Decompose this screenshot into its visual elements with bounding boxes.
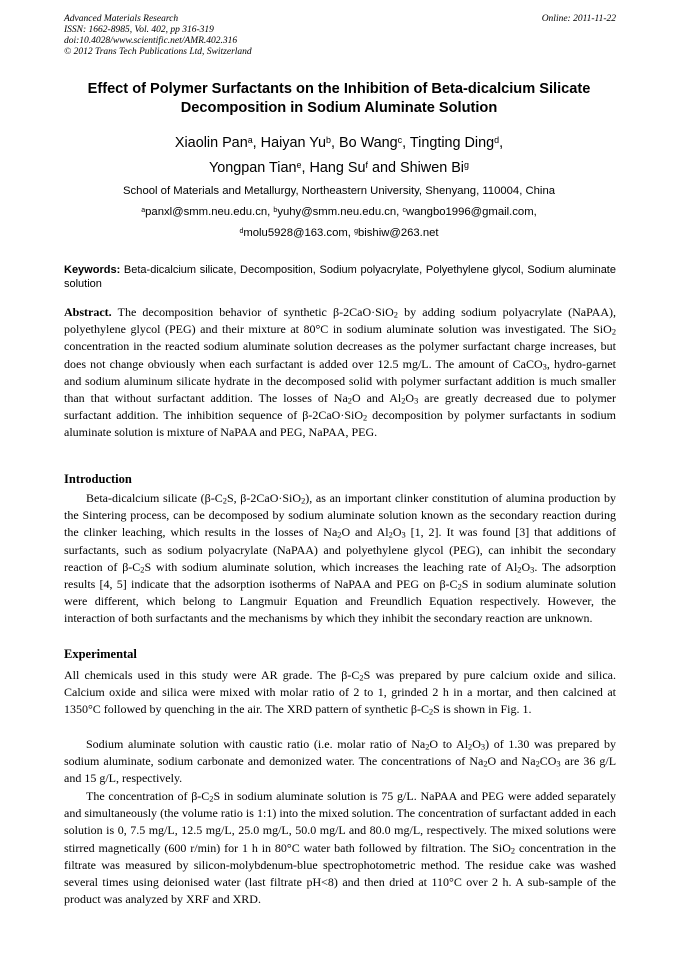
- author-name: Haiyan Yu: [260, 135, 327, 151]
- subscript: 2: [425, 742, 430, 752]
- email-d: molu5928@163.com,: [243, 227, 351, 239]
- subscript: 2: [510, 846, 516, 856]
- experimental-paragraph-3: [64, 788, 616, 908]
- subscript: 3: [480, 742, 486, 752]
- subscript: 2: [140, 565, 145, 575]
- author-line-1: Xiaolin Pan$^a$, Haiyan Yu$^b$, Bo Wang$^c$, Tingting Ding$^d$,: [174, 134, 504, 151]
- subscript: 2: [457, 582, 462, 592]
- exp-text: concentration in the filtrate was measured by silicon-molybdenum-blue spectrophotometric method. The residue cake was washed several times using deionised water (last filtrate pH<8) and then dried at 110°C over 2 h. A sub-sample of the product was analyzed by XRF and XRD.: [64, 840, 616, 907]
- keywords: [64, 263, 616, 291]
- abstract-text: decomposition by polymer surfactants in sodium aluminate solution is mixture of NaPAA and PEG, NaPAA, PEG.: [64, 408, 616, 440]
- email-mark: d: [239, 227, 244, 235]
- exp-text: O: [472, 737, 481, 751]
- abstract-label: Abstract.: [64, 305, 112, 319]
- email-mark: g: [354, 227, 358, 235]
- author-mark: g: [464, 159, 469, 170]
- intro-text: Beta-dicalcium silicate (β-C: [86, 491, 223, 505]
- abstract-text: concentration in the reacted sodium aluminate solution decreases as the polymer surfactant charge increases, but does not change obviously when each surfactant is added over 12.5 mg/L. The amount of CaCO: [64, 339, 616, 371]
- exp-text: O and Na: [487, 754, 536, 769]
- abstract-text: , hydro-garnet and sodium aluminum silicate hydrate in the decomposed solid with polymer surfactant addition is much smaller than that without surfactant addition. The losses of Na: [64, 356, 616, 406]
- intro-text: ), as an important clinker constitution of alumina production by the Sintering process, can be decomposed by sodium aluminate solution known as the secondary reaction during the clinker leaching, which results in the losses of Na: [64, 491, 616, 540]
- subscript: 2: [468, 742, 473, 752]
- exp-text: O to Al: [429, 737, 469, 751]
- exp-text: S was prepared by pure calcium oxide and silica. Calcium oxide and silica were mixed with molar ratio of 2 to 1, grinded 2 h in a mortar, and then calcined at 1350°C followed by quenching in the air. The XRD pattern of synthetic β-C: [64, 668, 617, 717]
- email-line-1: [40, 202, 638, 223]
- online-date: Online: 2011-11-22: [541, 14, 616, 24]
- keywords-text: Beta-dicalcium silicate, Decomposition, Sodium polyacrylate, Polyethylene glycol, Sodium aluminate solution: [64, 264, 616, 290]
- author-mark: a: [247, 134, 253, 145]
- abstract: [64, 304, 616, 442]
- subscript: 2: [209, 794, 214, 804]
- abstract-text: are greatly decreased due to polymer surfactant addition. The inhibition sequence of β-2CaO·SiO: [64, 391, 616, 423]
- subscript: 2: [301, 496, 306, 506]
- abstract-text: O and Al: [351, 391, 402, 406]
- affiliation: [40, 181, 638, 244]
- email-line-2: [40, 223, 638, 244]
- exp-text: The concentration of β-C: [86, 789, 210, 803]
- author-name: Tingting Ding: [409, 135, 495, 151]
- exp-text: All chemicals used in this study were AR grade. The β-C: [64, 668, 360, 682]
- exp-text: S is shown in Fig. 1.: [433, 702, 532, 717]
- intro-text: S in sodium aluminate solution were different, which belong to Langmuir Equation and Freundlich Equation respectively. However, the interaction of both surfactants and the mechanisms by which they inhibit the secondary reaction are unknown.: [64, 577, 616, 626]
- journal-name: Advanced Materials Research: [64, 14, 179, 24]
- author-name: Shiwen Bi: [400, 160, 464, 176]
- title-line-1: Effect of Polymer Surfactants on the Inhibition of Beta-dicalcium Silicate: [87, 81, 591, 97]
- journal-doi: doi:10.4028/www.scientific.net/AMR.402.316: [64, 36, 238, 46]
- subscript: 3: [556, 759, 561, 769]
- exp-text: Sodium aluminate solution with caustic ratio (i.e. molar ratio of Na: [86, 737, 426, 751]
- subscript: 2: [347, 396, 352, 406]
- intro-text: . The adsorption results [4, 5] indicate that the adsorption isotherms of NaPAA and PEG on β-C: [64, 559, 616, 592]
- exp-text: CO: [539, 754, 557, 769]
- subscript: 2: [611, 327, 616, 337]
- intro-text: [1, 2]. It was found [3] that additions of surfactants, such as sodium polyacrylate (NaPAA) and polyethylene glycol (PEG), can inhibit the secondary reaction of β-C: [64, 525, 616, 574]
- intro-text: O: [392, 525, 402, 540]
- author-mark: b: [326, 134, 331, 145]
- subscript: 3: [414, 396, 419, 406]
- exp-text: S in sodium aluminate solution is 75 g/L. NaPAA and PEG were added separately and simultaneously (the volume ratio is 1:1) into the mixed solution. The concentration of surfactant added in each solution is 0, 7.5 mg/L, 12.5 mg/L, 25.0 mg/L, 50.0 mg/L and 80.0 mg/L, respectively. The mixed solutions were stirred magnetically (600 r/min) for 1 h in 80°C water bath followed by filtration. The SiO: [64, 789, 616, 855]
- email-mark: b: [273, 206, 278, 214]
- experimental-paragraph-2: [64, 736, 616, 788]
- email-c: wangbo1996@gmail.com,: [405, 206, 537, 218]
- author-mark: f: [365, 159, 368, 170]
- subscript: 3: [530, 565, 535, 575]
- subscript: 2: [337, 531, 342, 541]
- intro-text: S, β-2CaO·SiO: [226, 491, 302, 505]
- subscript: 2: [483, 759, 488, 769]
- author-name: Xiaolin Pan: [174, 135, 248, 151]
- affiliation-school: School of Materials and Metallurgy, Northeastern University, Shenyang, 110004, China: [122, 185, 556, 197]
- subscript: 2: [388, 531, 393, 541]
- exp-text: are 36 g/L and 15 g/L, respectively.: [64, 754, 617, 786]
- author-and: and: [371, 160, 396, 176]
- experimental-paragraph-1: [64, 667, 616, 719]
- abstract-text: The decomposition behavior of synthetic β-2CaO·SiO: [117, 305, 394, 319]
- subscript: 2: [428, 708, 434, 718]
- introduction-paragraph: [64, 490, 616, 628]
- subscript: 2: [517, 565, 522, 575]
- subscript: 2: [363, 413, 368, 423]
- abstract-text: O: [405, 391, 415, 406]
- title-line-2: Decomposition in Sodium Aluminate Solution: [180, 100, 498, 116]
- subscript: 2: [401, 396, 406, 406]
- subscript: 3: [542, 362, 547, 372]
- email-g: bishiw@263.net: [357, 227, 439, 239]
- email-b: yuhy@smm.neu.edu.cn,: [277, 206, 400, 218]
- subscript: 2: [222, 496, 227, 506]
- email-mark: c: [402, 206, 406, 214]
- author-mark: d: [494, 134, 500, 145]
- paper-title: [50, 80, 628, 118]
- exp-text: ) of 1.30 was prepared by sodium aluminate, sodium carbonate and demonized water. The concentrations of Na: [64, 737, 616, 769]
- email-mark: a: [141, 206, 146, 214]
- author-mark: c: [397, 134, 403, 145]
- author-list: [40, 131, 638, 181]
- subscript: 3: [401, 531, 406, 541]
- subscript: 2: [393, 310, 398, 320]
- author-name: Hang Su: [309, 160, 366, 176]
- journal-header: [64, 14, 616, 58]
- journal-issn: ISSN: 1662-8985, Vol. 402, pp 316-319: [64, 25, 214, 35]
- email-a: panxl@smm.neu.edu.cn,: [145, 206, 271, 218]
- author-name: Yongpan Tian: [209, 160, 297, 176]
- author-name: Bo Wang: [338, 135, 398, 151]
- author-mark: e: [296, 159, 302, 170]
- author-line-2: Yongpan Tian$^e$, Hang Su$^f$ and Shiwen Bi$^g$: [209, 159, 469, 176]
- intro-text: S with sodium aluminate solution, which increases the leaching rate of Al: [144, 559, 518, 574]
- abstract-text: by adding sodium polyacrylate (NaPAA), polyethylene glycol (PEG) and their mixture at 80°C in sodium aluminate solution was investigated. The SiO: [64, 305, 616, 337]
- subscript: 2: [359, 673, 364, 683]
- intro-text: O and Al: [341, 525, 389, 540]
- section-heading-introduction: Introduction: [64, 472, 132, 486]
- section-heading-experimental: Experimental: [64, 647, 137, 661]
- keywords-label: Keywords:: [64, 264, 121, 276]
- intro-text: O: [521, 559, 531, 574]
- subscript: 2: [535, 759, 540, 769]
- journal-copyright: © 2012 Trans Tech Publications Ltd, Switzerland: [64, 47, 252, 57]
